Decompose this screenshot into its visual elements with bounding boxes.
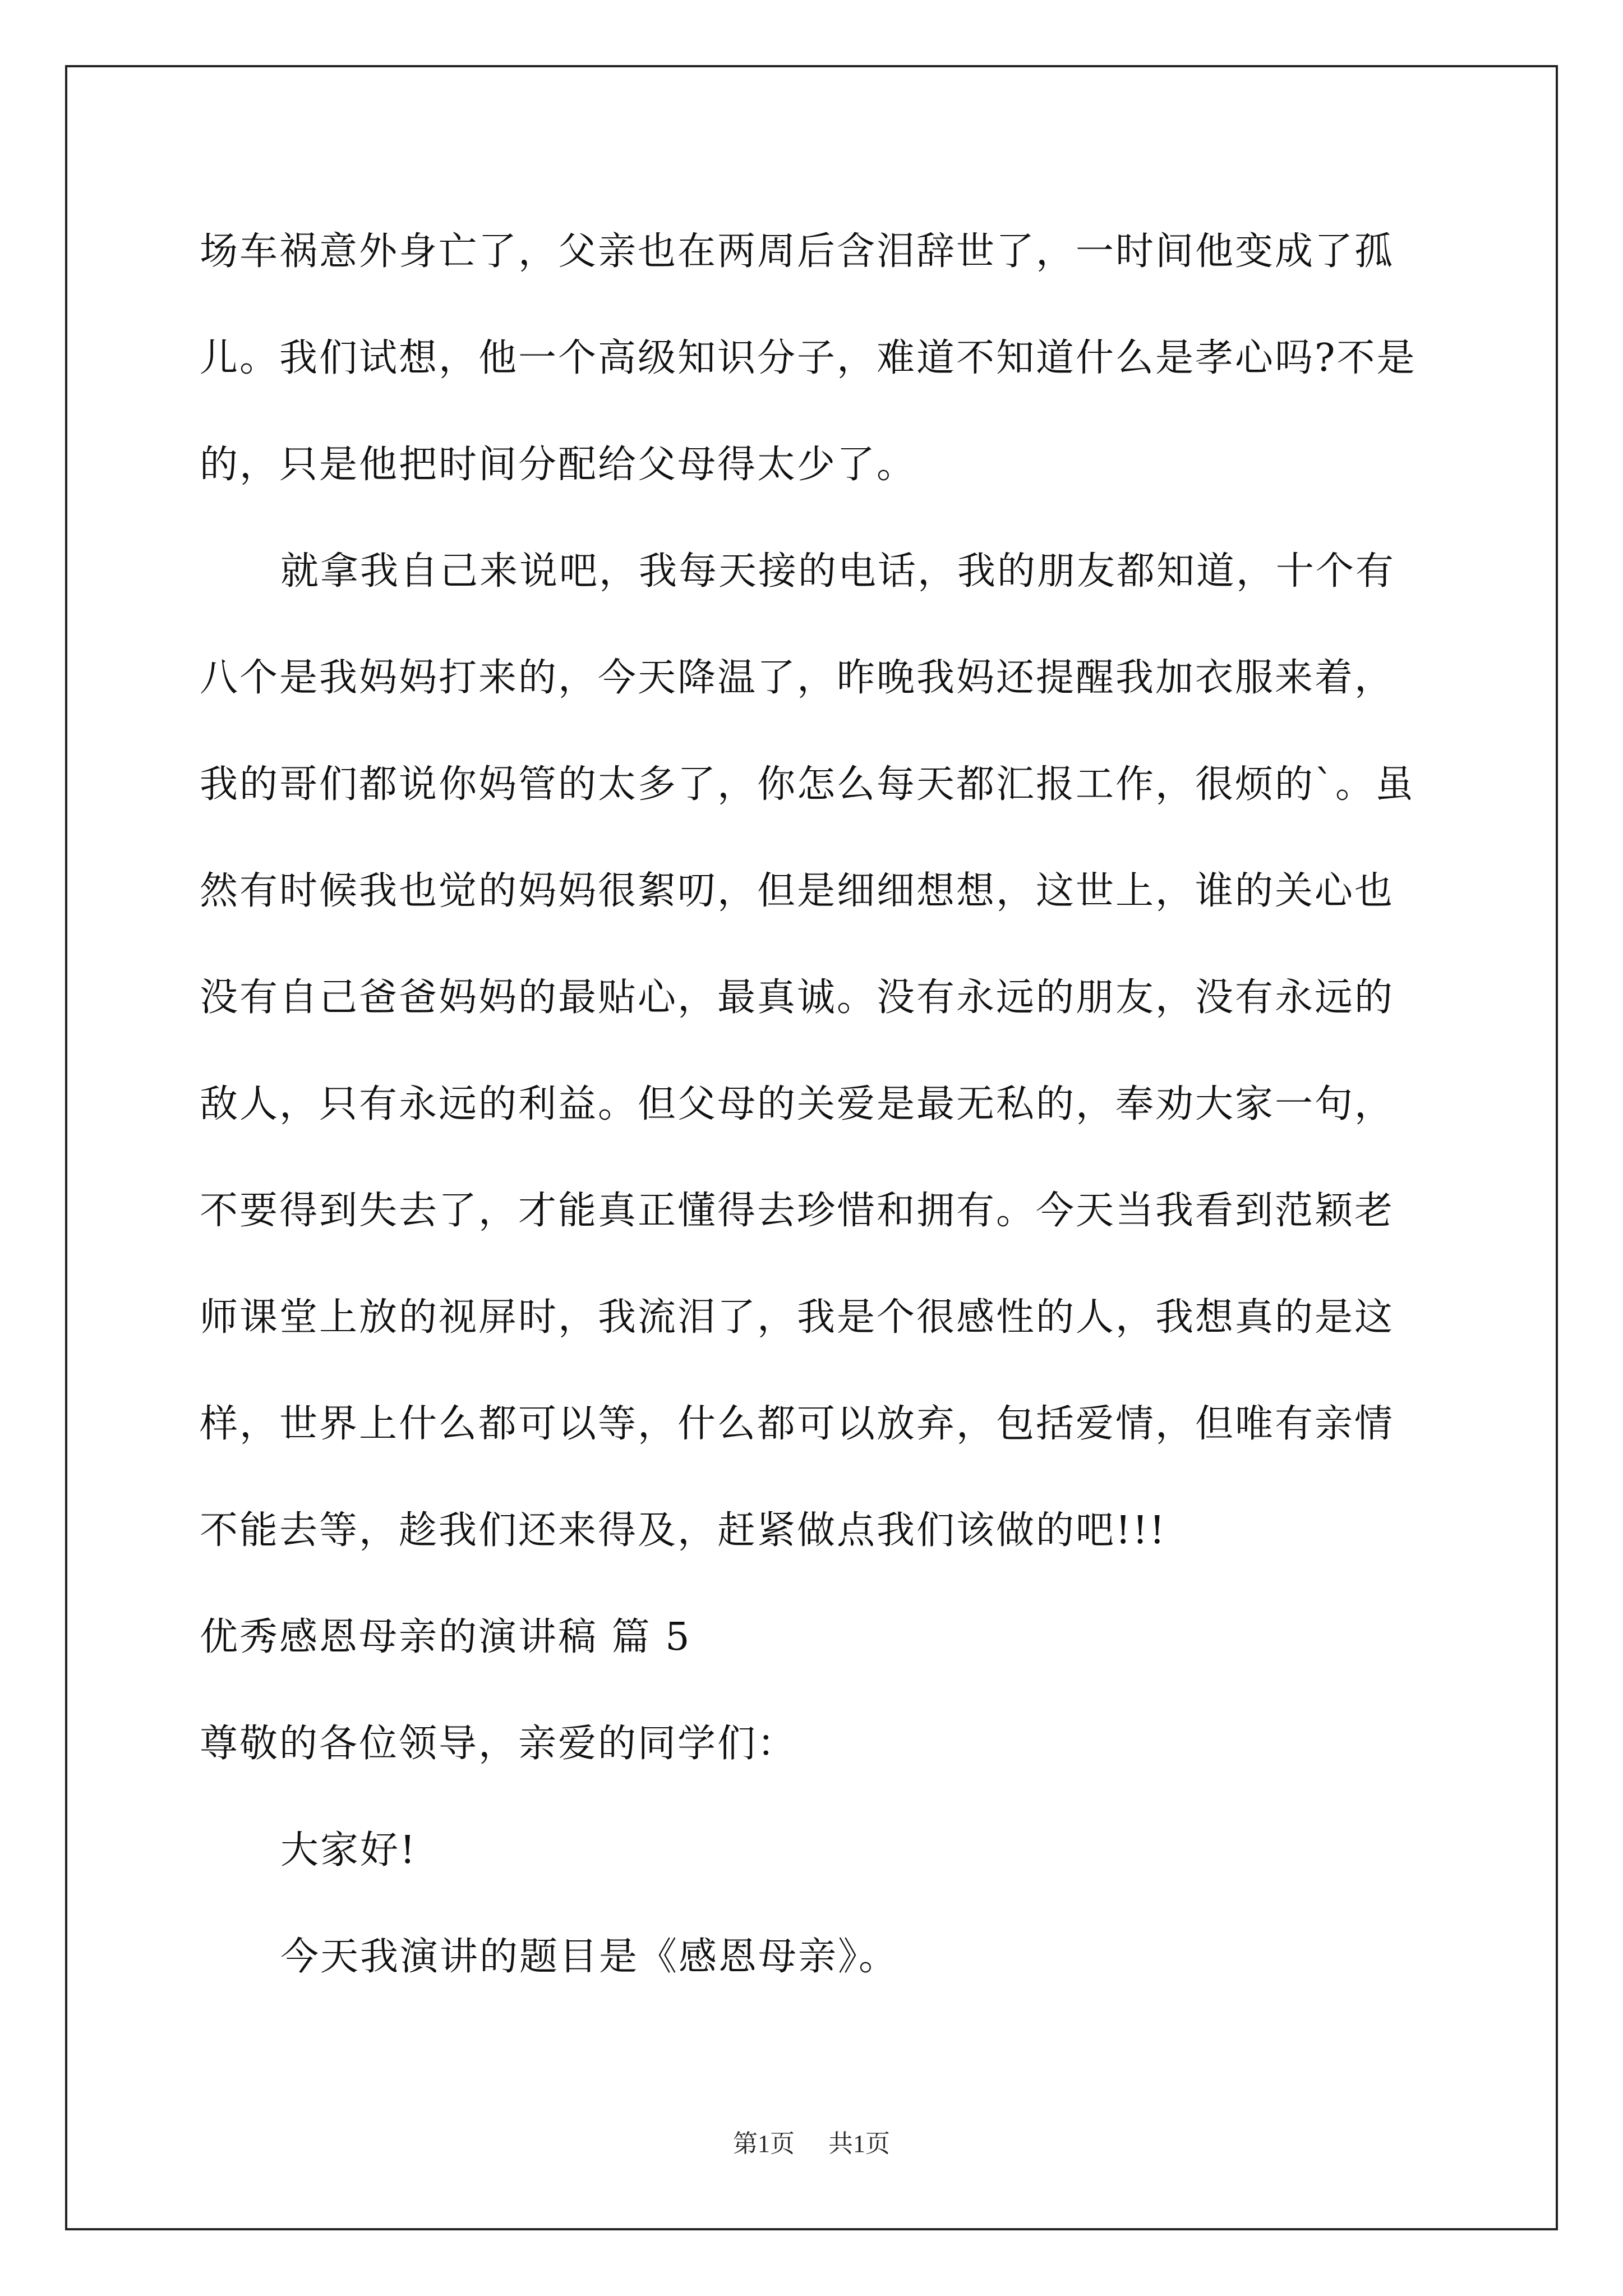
page-border (65, 65, 1558, 2230)
section-heading: 优秀感恩母亲的演讲稿 篇 5 (200, 1615, 691, 1659)
paragraph-line: 不要得到失去了，才能真正懂得去珍惜和拥有。今天当我看到范颖老 (200, 1189, 1395, 1233)
salutation: 尊敬的各位领导，亲爱的同学们： (200, 1722, 797, 1766)
paragraph-line: 没有自己爸爸妈妈的最贴心，最真诚。没有永远的朋友，没有永远的 (200, 976, 1395, 1020)
paragraph-line: 我的哥们都说你妈管的太多了，你怎么每天都汇报工作，很烦的`。虽 (200, 762, 1415, 807)
page-total: 共1页 (828, 2130, 890, 2157)
topic-line: 今天我演讲的题目是《感恩母亲》。 (280, 1935, 899, 1979)
greeting: 大家好! (280, 1828, 417, 1872)
paragraph-line: 然有时候我也觉的妈妈很絮叨，但是细细想想，这世上，谁的关心也 (200, 869, 1395, 913)
paragraph-line: 敌人，只有永远的利益。但父母的关爱是最无私的，奉劝大家一句， (200, 1082, 1395, 1126)
paragraph-line: 样，世界上什么都可以等，什么都可以放弃，包括爱情，但唯有亲情 (200, 1402, 1395, 1446)
paragraph-line: 师课堂上放的视屏时，我流泪了，我是个很感性的人，我想真的是这 (200, 1295, 1395, 1340)
paragraph-line: 场车祸意外身亡了，父亲也在两周后含泪辞世了，一时间他变成了孤 (200, 229, 1395, 274)
page-footer (0, 2132, 1623, 2156)
paragraph-line: 不能去等，趁我们还来得及，赶紧做点我们该做的吧!!! (200, 1508, 1166, 1553)
paragraph-line: 八个是我妈妈打来的，今天降温了，昨晚我妈还提醒我加衣服来着， (200, 656, 1395, 700)
page-current: 第1页 (733, 2130, 795, 2157)
paragraph-line: 的，只是他把时间分配给父母得太少了。 (200, 443, 917, 487)
paragraph-line: 就拿我自己来说吧，我每天接的电话，我的朋友都知道，十个有 (280, 549, 1396, 593)
paragraph-line: 儿。我们试想，他一个高级知识分子，难道不知道什么是孝心吗?不是 (200, 336, 1417, 380)
